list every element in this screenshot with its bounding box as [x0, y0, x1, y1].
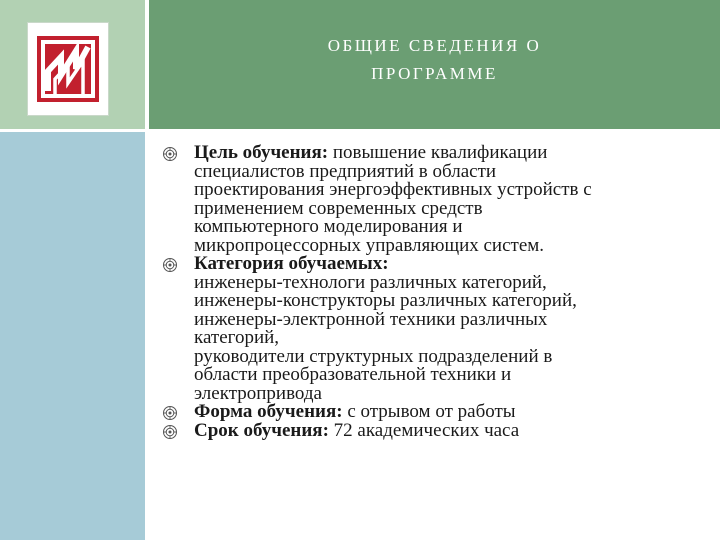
bullet-list: [162, 144, 708, 440]
sidebar-bottom-panel: [0, 131, 145, 540]
list-item: [162, 419, 708, 441]
title-line-2: ПРОГРАММЕ: [371, 64, 498, 83]
list-item: [162, 255, 708, 403]
item-text: электропривода: [194, 382, 322, 404]
university-logo: [27, 22, 109, 116]
item-text: категорий,: [194, 327, 280, 348]
flower-bullet-icon: [162, 405, 178, 421]
item-text: специалистов предприятий в области: [194, 160, 497, 182]
item-text: области преобразовательной техники и: [194, 364, 512, 385]
item-text: инженеры-технологи различных категорий,: [194, 271, 547, 293]
item-text: с отрывом от работы: [342, 401, 516, 422]
flower-bullet-icon: [162, 424, 178, 440]
item-text: инженеры-электронной техники различных: [194, 308, 548, 330]
horizontal-divider: [0, 129, 720, 132]
item-text: микропроцессорных управляющих систем.: [194, 234, 545, 256]
item-text: компьютерного моделирования и: [194, 216, 463, 237]
item-heading: Срок обучения:: [194, 419, 329, 441]
item-heading: Цель обучения:: [194, 142, 329, 163]
flower-bullet-icon: [162, 146, 178, 162]
item-text: проектирования энергоэффективных устройств с: [194, 179, 592, 200]
title-line-1: ОБЩИЕ СВЕДЕНИЯ О: [327, 36, 542, 55]
item-text: применением современных средств: [194, 197, 483, 219]
item-heading: Категория обучаемых:: [194, 253, 389, 274]
item-text: повышение квалификации: [328, 142, 548, 163]
logo-mark-icon: [28, 23, 108, 115]
item-text: 72 академических часа: [328, 419, 520, 441]
flower-bullet-icon: [162, 257, 178, 273]
item-text: руководители структурных подразделений в: [194, 345, 553, 367]
item-heading: Форма обучения:: [194, 401, 343, 422]
page-title: [149, 32, 720, 88]
list-item: [162, 144, 708, 255]
item-text: инженеры-конструкторы различных категорий,: [194, 290, 577, 311]
